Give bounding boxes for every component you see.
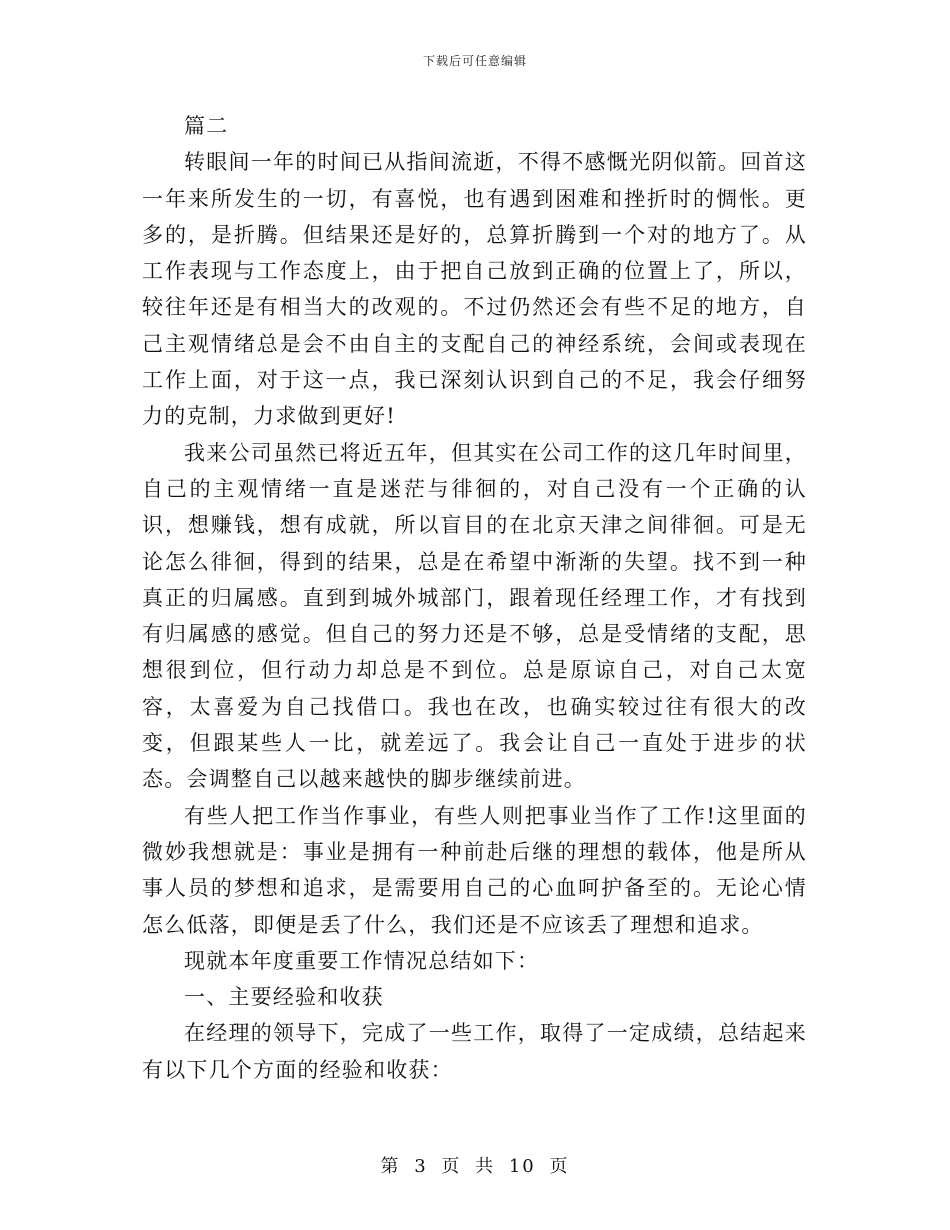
paragraph: 我来公司虽然已将近五年，但其实在公司工作的这几年时间里，自己的主观情绪一直是迷茫与徘徊的，对自己没有一个正确的认识，想赚钱，想有成就，所以盲目的在北京天津之间徘徊。可是无论怎么徘徊，得到的结果，总是在希望中渐渐的失望。找不到一种真正的归属感。直到到城外城部门，跟着现任经理工作，才有找到有归属感的感觉。但自己的努力还是不够，总是受情绪的支配，思想很到位，但行动力却总是不到位。总是原谅自己，对自己太宽容，太喜爱为自己找借口。我也在改，也确实较过往有很大的改变，但跟某些人一比，就差远了。我会让自己一直处于进步的状态。会调整自己以越来越快的脚步继续前进。	[142, 440, 807, 792]
paragraph: 有些人把工作当作事业，有些人则把事业当作了工作!这里面的微妙我想就是：事业是拥有一种前赴后继的理想的载体，他是所从事人员的梦想和追求，是需要用自己的心血呵护备至的。无论心情怎么低落，即便是丢了什么，我们还是不应该丢了理想和追求。	[142, 803, 807, 937]
page-header: 下载后可任意编辑	[422, 54, 527, 68]
paragraph: 转眼间一年的时间已从指间流逝，不得不感慨光阴似箭。回首这一年来所发生的一切，有喜悦，也有遇到困难和挫折时的惆怅。更多的，是折腾。但结果还是好的，总算折腾到一个对的地方了。从工作表现与工作态度上，由于把自己放到正确的位置上了，所以，较往年还是有相当大的改观的。不过仍然还会有些不足的地方，自己主观情绪总是会不由自主的支配自己的神经系统，会间或表现在工作上面，对于这一点，我已深刻认识到自己的不足，我会仔细努力的克制，力求做到更好!	[142, 150, 807, 429]
document-body	[142, 108, 807, 1088]
paragraph: 现就本年度重要工作情况总结如下：	[184, 948, 540, 973]
subsection-heading: 一、主要经验和收获	[184, 985, 384, 1010]
page-footer: 第 3 页 共 10 页	[380, 1156, 570, 1177]
section-title: 篇二	[184, 114, 229, 138]
paragraph: 在经理的领导下，完成了一些工作，取得了一定成绩，总结起来有以下几个方面的经验和收获：	[142, 1021, 807, 1082]
